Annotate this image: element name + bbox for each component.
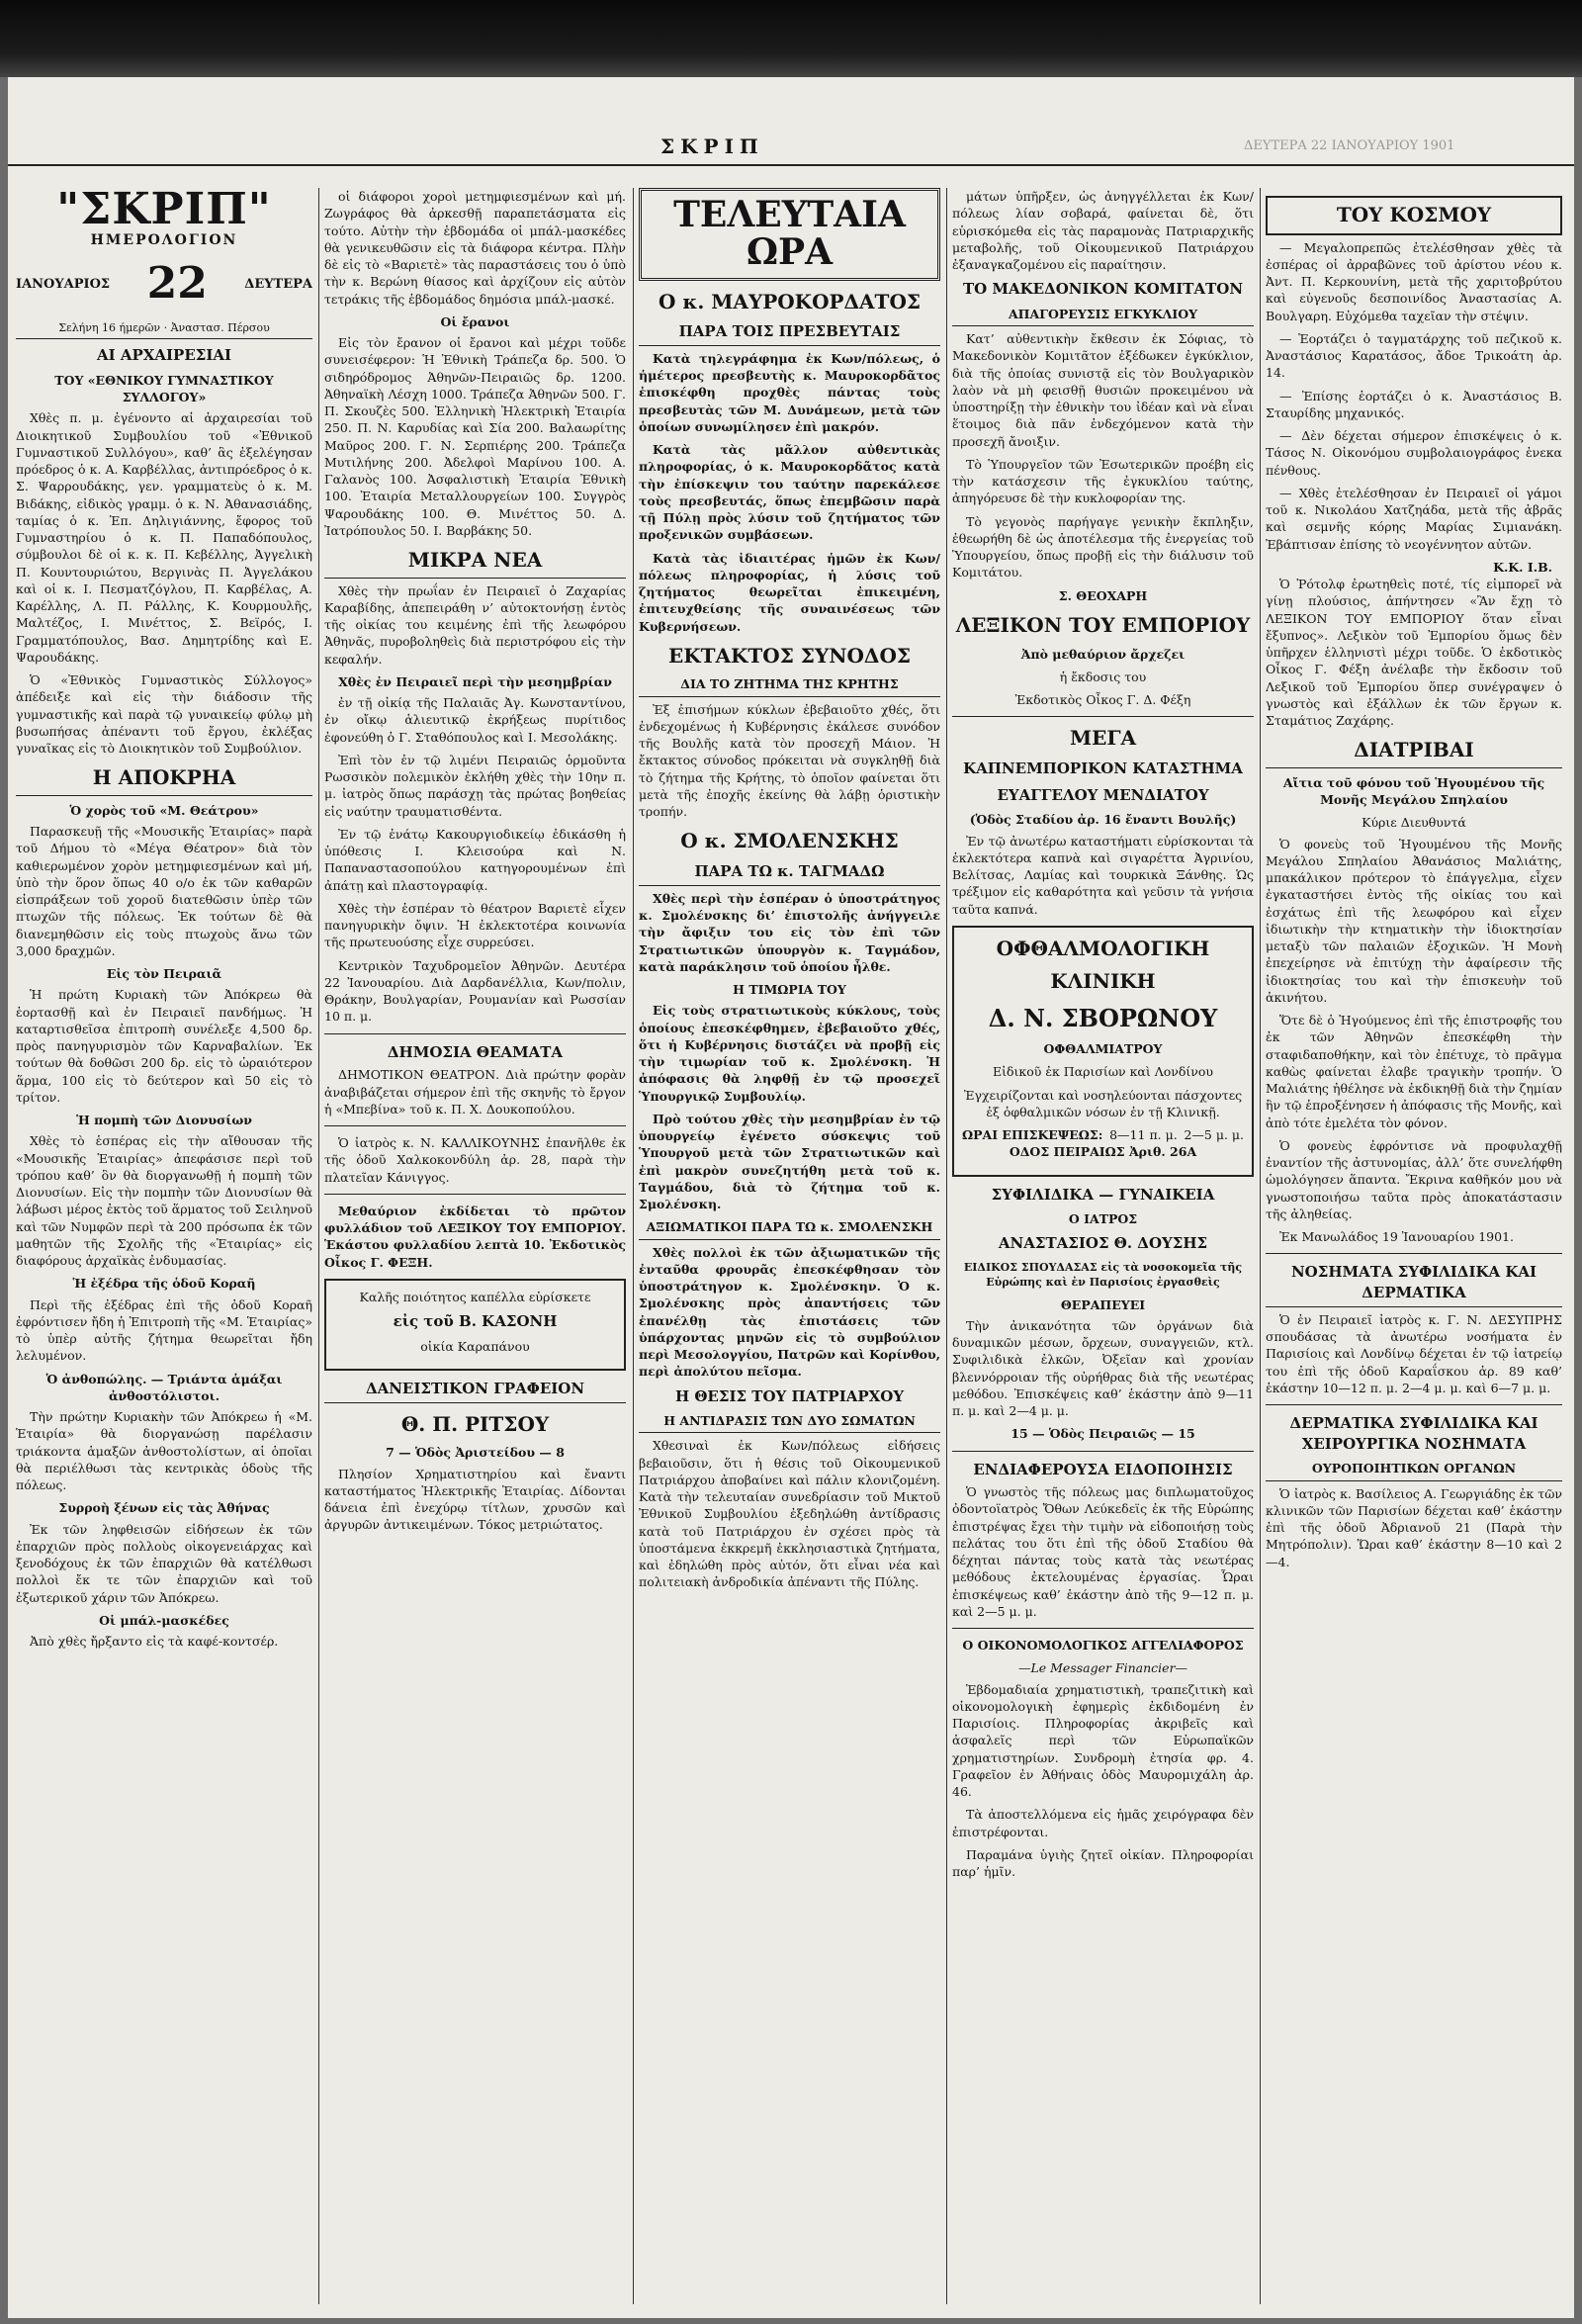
divider [952,1451,1254,1452]
masthead-date-faded: ΔΕΥΤΕΡΑ 22 ΙΑΝΟΥΑΡΙΟΥ 1901 [1244,138,1455,153]
article-paragraph: — Μεγαλοπρεπῶς ἐτελέσθησαν χθὲς τὰ ἐσπέρας οἱ ἀρραβῶνες τοῦ ἀρίστου νέου κ. Ἀντ. Π. Κερκουνίνη, μετὰ τῆς χαριτοβρύτου καὶ εὐγενοῦς δεσποινίδος Ἀναστασίας Α. Βουλγαρη. Εὐχόμεθα ταχεῖαν τὴν στέψιν. [1266,239,1562,323]
article-paragraph: Ὁ φονεὺς τοῦ Ἡγουμένου τῆς Μονῆς Μεγάλου Σπηλαίου Ἀθανάσιος Μαλιάτης, μπακάλικον πρότερον τὸ ἐπάγγελμα, εἶχεν ἐγκαταστήσει ἐντὸς τῆς οἰκίας του καὶ ἐσχάτως ἐπὶ τῆς λεωφόρου καὶ εἶχεν ἰδιωτικὴν τὴν κτηματικὴν τὴν ἰδιοκτησίαν μεταξὺ τῶν παλαιῶν ἐξοχικῶν. Ἡ Μονὴ ἐπεχείρησε νὰ ἐπιτύχῃ τὴν ἀφαίρεσιν τῆς ἰδιοκτησίας του καὶ τὴν ἐπισκευὴν τοῦ ἀκινήτου. [1266,836,1562,1005]
article-paragraph: — Ἑορτάζει ὁ ταγματάρχης τοῦ πεζικοῦ κ. Ἀναστάσιος Καρατάσος, ἄδοε Τρικοάτη ἀρ. 14. [1266,330,1562,381]
newspaper-page [8,77,1574,2318]
advert-line: οἰκία Καραπάνου [420,1338,530,1354]
headline-mavrokordatos: Ο κ. ΜΑΥΡΟΚΟΡΔΑΤΟΣ [658,289,922,313]
scan-top-band [0,0,1582,77]
divider [324,1194,626,1195]
headline-endiaferousa: ΕΝΔΙΑΦΕΡΟΥΣΑ ΕΙΔΟΠΟΙΗΣΙΣ [973,1460,1233,1478]
article-paragraph: Παρασκευῇ τῆς «Μουσικῆς Ἑταιρίας» παρὰ τοῦ Δήμου τὸ «Μέγα Θέατρον» διὰ τὸν καθιερωμένον χορὸν μετημφιεσμένων καὶ μή, ὑπὸ τὴν ὅρον ὅπως 40 ο/ο ἐκ τῶν καθαρῶν εἰσπράξεων τοῦ χοροῦ διατεθῶσιν ὑπὲρ τῶν πτωχῶν τῆς πόλεως. Ἐκ τούτων δὲ θὰ διανεμηθῶσιν εἰς τοὺς πτωχοὺς ἄνω τῶν 3,000 δραχμῶν. [16,824,312,958]
subheadline-antiraseis: Η ΑΝΤΙΔΡΑΣΙΣ ΤΩΝ ΔΥΟ ΣΩΜΑΤΩΝ [639,1412,940,1433]
column-5 [1266,188,1562,2304]
advert-hours [962,1126,1244,1143]
article-paragraph: Κατὰ τὰς ἰδιαιτέρας ἡμῶν ἐκ Κων/πόλεως πληροφορίας, ἡ λύσις τοῦ ζητήματος θεωρεῖται ἐπικειμένη, ἐπιτευχθείσης τῆς συναινέσεως τῶν Κυβερνήσεων. [639,550,940,634]
advert-line: Δ. Ν. ΣΒΟΡΩΝΟΥ [988,1003,1218,1032]
advert-line: Εἰδικοῦ ἐκ Παρισίων καὶ Λονδίνου [992,1064,1214,1080]
article-dateline: Ἐκ Μανωλάδος 19 Ἰανουαρίου 1901. [1279,1229,1514,1245]
subheadline-tagmado: ΠΑΡΑ ΤΩ κ. ΤΑΓΜΑΔΩ [639,861,940,886]
article-paragraph: — Δὲν δέχεται σήμερον ἐπισκέψεις ὁ κ. Τάσος Ν. Οἰκονόμου συμβολαιογράφος ἐνεκα πένθους. [1266,428,1562,478]
dousis-sub: ΕΙΔΙΚΟΣ ΣΠΟΥΔΑΣΑΣ εἰς τὰ νοσοκομεῖα τῆς Εὐρώπης καὶ ἐν Παρισίοις ἐργασθεὶς [963,1261,1243,1290]
column-2 [324,188,626,2304]
subheadline-kritis: ΔΙΑ ΤΟ ΖΗΤΗΜΑ ΤΗΣ ΚΡΗΤΗΣ [639,675,940,696]
article-paragraph: Τὰ ἀποστελλόμενα εἰς ἡμᾶς χειρόγραφα δὲν ἐπιστρέφονται. [952,1807,1254,1839]
salutation: Κύριε Διευθυντά [1362,815,1466,831]
divider [952,716,1254,717]
headline-daneistikon: ΔΑΝΕΙΣΤΙΚΟΝ ΓΡΑΦΕΙΟΝ [324,1379,626,1403]
headline-apokria: Η ΑΠΟΚΡΗΑ [16,764,312,796]
hours-label: ΩΡΑΙ ΕΠΙΣΚΕΨΕΩΣ: [962,1127,1103,1143]
article-paragraph: Ἑβδομαδιαία χρηματιστικὴ, τραπεζιτικὴ καὶ οἰκονομολογικὴ ἐφημερὶς ἐκδιδομένη ἐν Παρισίοις. Πληροφορίας ἀκριβεῖς καὶ ἀσφαλεῖς περὶ τῶν Εὐρωπαϊκῶν χρηματιστηρίων. Συνδρομὴ ἐτησία φρ. 4. Γραφεῖον ἐν Ἀθήναις ὁδὸς Μαυρομιχάλη ἀρ. 46. [952,1681,1254,1800]
column-3 [639,188,940,2304]
article-paragraph: μάτων ὑπῆρξεν, ὡς ἀνηγγέλλεται ἐκ Κων/πόλεως λίαν σοβαρά, φαίνεται δὲ, ὅτι εὑρισκόμεθα εἰς τὰς παραμονὰς Πατριαρχικῆς μεταβολῆς, τοῦ Οἰκουμενικοῦ Πατριάρχου ἐξαναγκαζομένου εἰς παραίτησιν. [952,189,1254,272]
subheadline: Οἱ μπάλ-μασκέδες [99,1612,229,1628]
daneistikon-address: 7 — Ὁδὸς Ἀριστείδου — 8 [386,1445,565,1461]
article-paragraph: Παραμάνα ὑγιὴς ζητεῖ οἰκίαν. Πληροφορίαι παρ’ ἡμῖν. [952,1846,1254,1880]
headline-kapnemporikon: ΚΑΠΝΕΜΠΟΡΙΚΟΝ ΚΑΤΑΣΤΗΜΑ [963,759,1243,777]
article-paragraph: Περὶ τῆς ἐξέδρας ἐπὶ τῆς ὁδοῦ Κοραῆ ἐφρόντισεν ἤδη ἡ Ἐπιτροπὴ τῆς «Μ. Ἑταιρίας» τὸ ὑπὲρ αὐτῆς ζήτημα θεωρεῖται ἤδη λελυμένον. [16,1296,312,1364]
article-paragraph: Ἡ πρώτη Κυριακὴ τῶν Ἀπόκρεω θὰ ἑορτασθῇ καὶ ἐν Πειραιεῖ πανδήμως. Ἡ καταρτισθεῖσα ἐπιτροπὴ συνέλεξε 4,500 δρ. πρὸς πανηγυρισμὸν τῶν Καρναβαλίων. Ἐκ τούτων θὰ δοθῶσι 200 δρ. εἰς τὸ ὡραιότερον ἅρμα, 100 εἰς τὸ δεύτερον καὶ 50 εἰς τὸ τρίτον. [16,987,312,1105]
subheadline-syllogos: ΤΟΥ «ΕΘΝΙΚΟΥ ΓΥΜΝΑΣΤΙΚΟΥ ΣΥΛΛΟΓΟΥ» [54,372,274,405]
subheadline-fonos: Αἴτια τοῦ φόνου τοῦ Ἡγουμένου τῆς Μονῆς Μεγάλου Σπηλαίου [1282,774,1545,808]
divider [1266,1253,1562,1254]
mendiatou-address: (Ὁδὸς Σταδίου ἀρ. 16 ἔναντι Βουλῆς) [969,812,1237,828]
column-4 [952,188,1254,2304]
newspaper-title: "ΣΚΡΙΠ" [56,188,272,234]
signature-kk: Κ.Κ. Ι.Β. [1493,559,1552,575]
divider [324,1033,626,1034]
headline-mikra-nea: ΜΙΚΡΑ ΝΕΑ [324,547,626,579]
article-paragraph: Χθὲς τὴν ἑσπέραν τὸ θέατρον Βαριετὲ εἶχεν πανηγυρικὴν ὄψιν. Ἡ ἐκλεκτοτέρα κοινωνία τῆς πρωτευούσης εἶχε συρρεύσει. [324,900,626,950]
lexikon-line: Ἀπὸ μεθαύριον ἄρχεζει [1020,646,1186,662]
subheadline: Συρροὴ ξένων εἰς τὰς Ἀθήνας [58,1500,270,1516]
article-paragraph: Χθὲς τὴν πρωΐαν ἐν Πειραιεῖ ὁ Ζαχαρίας Καραβίδης, ἀπεπειράθη ν’ αὐτοκτονήσῃ ἐντὸς τῆς οἰκίας του κειμένης ἐπὶ τῆς λεωφόρου Ἀθηνᾶς, πυροβοληθεὶς διὰ περιστρόφου εἰς τὴν κεφαλήν. [324,582,626,667]
subheadline: Οἱ ἔρανοι [440,313,510,329]
advert-line: Ἐγχειρίζονται καὶ νοσηλεύονται πάσχοντες ἐξ ὀφθαλμικῶν νόσων ἐν τῇ Κλινικῇ. [963,1087,1243,1119]
day-number: 22 [146,258,208,310]
headline-patriarchou: Η ΘΕΣΙΣ ΤΟΥ ΠΑΤΡΙΑΡΧΟΥ [674,1386,905,1405]
advert-ofthalmologiki [952,926,1254,1177]
headline-teleutaia-ora: ΤΕΛΕΥΤΑΙΑ ΩΡΑ [639,188,940,281]
divider [1266,1404,1562,1405]
headline-dousis: ΑΝΑΣΤΑΣΙΟΣ Θ. ΔΟΥΣΗΣ [998,1234,1208,1253]
article-paragraph: Ἐν τῷ ἀνωτέρω καταστήματι εὑρίσκονται τὰ ἐκλεκτότερα καπνὰ καὶ σιγαρέττα Ἀγρινίου, Βελίτσας, Λαμίας καὶ τουρκικὰ Ξάνθης. Ὡς τρέξιμον εἰς καθαρότητα καὶ γεῦσιν τὰ γνήσια ταῦτα καπνά. [952,833,1254,917]
weekday: ΔΕΥΤΕΡΑ [244,276,312,292]
subheadline-presveutais: ΠΑΡΑ ΤΟΙΣ ΠΡΕΣΒΕΥΤΑΙΣ [639,321,940,346]
article-paragraph: — Χθὲς ἐτελέσθησαν ἐν Πειραιεῖ οἱ γάμοι τοῦ κ. Νικολάου Χατζηάδα, μετὰ τῆς ἀβρᾶς καὶ σεμνῆς κόρης Μαρίας Σιμιανάκη. Ἐβάπτισαν ἐπίσης τὸ νεογέννητον αὐτῶν. [1266,485,1562,552]
calendar-label: ΗΜΕΡΟΛΟΓΙΟΝ [90,232,238,248]
masthead-strip [8,134,1574,166]
article-paragraph: Ἐπὶ τὸν ἐν τῷ λιμένι Πειραιῶς ὁρμοῦντα Ρωσσικὸν πολεμικὸν ἐκλήθη χθὲς τὴν 10ην π. μ. ἰατρὸς ὅπως παράσχῃ τὰς πρώτας βοηθείας εἰς ναύτην τραυματισθέντα. [324,752,626,819]
column-rule [633,188,634,2304]
advert-line: ΟΦΘΑΛΜΟΛΟΓΙΚΗ [996,936,1210,960]
subheadline-apagorevsis: ΑΠΑΓΟΡΕΥΣΙΣ ΕΓΚΥΚΛΙΟΥ [952,306,1254,326]
article-paragraph: Κεντρικὸν Ταχυδρομεῖον Ἀθηνῶν. Δευτέρα 22 Ἰανουαρίου. Διὰ Δαρδανέλλια, Κων/πολιν, Θράκην, Βουλγαρίαν, Ρουμανίαν καὶ Ρωσσίαν 10 π. μ. [324,957,626,1025]
oikonom-sub: —Le Messager Financier— [1017,1660,1188,1676]
headline-diatrivai: ΔΙΑΤΡΙΒΑΙ [1266,737,1562,768]
headline-dermatika: ΔΕΡΜΑΤΙΚΑ ΣΥΦΙΛΙΔΙΚΑ ΚΑΙ ΧΕΙΡΟΥΡΓΙΚΑ ΝΟΣΗΜΑΤΑ [1289,1414,1538,1453]
advert-line: εἰς τοῦ Β. ΚΑΣΟΝΗ [393,1312,558,1331]
hours-afternoon: 2—5 μ. μ. [1184,1127,1244,1143]
article-paragraph: — Ἐπίσης ἑορτάζει ὁ κ. Ἀναστάσιος Β. Σταυρίδης μηχανικός. [1266,388,1562,420]
advert-line: ΟΔΟΣ ΠΕΙΡΑΙΩΣ Ἀριθ. 26Α [1009,1144,1197,1160]
advert-kasoni [324,1279,626,1371]
advert-line: ΚΛΙΝΙΚΗ [1050,969,1156,994]
headline-syfilidika: ΣΥΦΙΛΙΔΙΚΑ — ΓΥΝΑΙΚΕΙΑ [991,1185,1215,1204]
column-rule [946,188,947,2304]
advert-line: Καλῆς ποιότητος καπέλλα εὑρίσκετε [359,1289,591,1304]
headline-tou-kosmou: ΤΟΥ ΚΟΣΜΟΥ [1266,196,1562,235]
headline-makedonikon: ΤΟ ΜΑΚΕΔΟΝΙΚΟΝ ΚΟΜΙΤΑΤΟΝ [962,280,1244,299]
headline-mendiatou: ΕΥΑΓΓΕΛΟΥ ΜΕΝΔΙΑΤΟΥ [997,785,1209,804]
daneistikon-name: Θ. Π. ΡΙΤΣΟΥ [400,1411,550,1436]
date-block [16,254,312,314]
article-paragraph: Ἐκ τῶν ληφθεισῶν εἰδήσεων ἐκ τῶν ἐπαρχιῶν πρὸς πολλοὺς οἰκογενειάρχας καὶ ξενοδόχους ἐκ τῶν ἐπαρχιῶν θὰ κατέλθωσι πολλοὶ ἔκ τε τῶν ἐπαρχιῶν καὶ τοῦ ἐξωτερικοῦ χάριν τῶν Ἀπόκρεω. [16,1521,312,1605]
article-paragraph: Τὴν ἀνικανότητα τῶν ὀργάνων διὰ δυναμικῶν μέσων, ὄρχεων, συναγγειῶν, κτλ. Συφιλιδικὰ ἐλκῶν, Ὀξεῖαν καὶ χρονίαν βλεννόρροιαν τῆς οὐρήθρας διὰ τῆς νεωτέρας μεθόδου. Ἐπισκέψεις καθ’ ἑκάστην ἀπὸ 9—11 π. μ. καὶ 2—4 μ. μ. [952,1317,1254,1419]
subheadline-axiomatikoi: ΑΞΙΩΜΑΤΙΚΟΙ ΠΑΡΑ ΤΩ κ. ΣΜΟΛΕΝΣΚΗ [639,1218,940,1239]
signature-theoxari: Σ. ΘΕΟΧΑΡΗ [1058,587,1148,603]
article-paragraph: οἱ διάφοροι χοροὶ μετημφιεσμένων καὶ μή. Ζωγράφος θὰ ἀρκεσθῇ παραπετάσματα εἰς τούτο. Αὐτὴν τὴν ἑβδομάδα οἱ μπάλ-μασκέδες θὰ γενικευθῶσιν εἰς τὰ διάφορα κέντρα. Πλὴν δὲ εἰς τὸ «Βαριετὲ» τὰς παραστάσεις του ὁ ὑπὸ τὴν κ. Βερώνη θίασος καὶ ἀρχίζουν εἰς αὐτὸν τετράκις τῆς ἑβδομάδος δημόσια μπάλ-μασκέ. [324,189,626,307]
article-paragraph: Τὸ Ὑπουργεῖον τῶν Ἐσωτερικῶν προέβη εἰς τὴν κατάσχεσιν τῆς ἐγκυκλίου ταύτης, ἀπηγόρευσε δὲ τὴν κυκλοφορίαν της. [952,456,1254,506]
month: ΙΑΝΟΥΑΡΙΟΣ [16,276,111,292]
headline-dimosia-theamata: ΔΗΜΟΣΙΑ ΘΕΑΜΑΤΑ [387,1042,564,1061]
subheadline: Ὁ χορὸς τοῦ «Μ. Θεάτρου» [69,802,259,818]
article-paragraph: Ὅτε δὲ ὁ Ἡγούμενος ἐπὶ τῆς ἐπιστροφῆς του ἐκ τῶν Ἀθηνῶν ἐπεσκέφθη τὴν σταφιδαποθήκην, καὶ τὸν ἐπέτυχε, τὸ πρᾶγμα καθὼς φαίνεται ἐλαβε τραγικὴν τροπήν. Ὁ Μαλιάτης ἠθέλησε νὰ ἐκδικηθῇ διὰ τὴν ζημίαν ἣν τῷ ἐπροξένησεν ἡ ἀπόφασις τῆς Μονῆς, καὶ ἀπὸ τότε ἐμελέτα τὸν φόνον. [1266,1013,1562,1130]
article-paragraph: Ἐν τῷ ἐνάτῳ Κακουργιοδικείῳ ἐδικάσθη ἡ ὑπόθεσις Ι. Κλεισούρα καὶ Ν. Παπαναστασοπούλου κατηγορουμένων ἐπὶ ἀπάτῃ καὶ πλαστογραφίᾳ. [324,826,626,893]
article-paragraph: Ὁ ἐν Πειραιεῖ ἰατρὸς κ. Γ. Ν. ΔΕΣΥΠΡΗΣ σπουδάσας τὰ ἀνωτέρω νοσήματα ἐν Παρισίοις καὶ Λονδίνῳ δέχεται ἐν τῷ ἰατρείῳ του ἐπὶ τῆς ὁδοῦ Καραΐσκου ἀρ. 89 καθ’ ἑκάστην 10—12 π. μ. 2—4 μ. μ. καὶ 6—7 μ. μ. [1266,1311,1562,1395]
subheadline-ouropoiitikon: ΟΥΡΟΠΟΙΗΤΙΚΩΝ ΟΡΓΑΝΩΝ [1266,1460,1562,1480]
article-paragraph: Εἰς τὸν ἔρανον οἱ ἔρανοι καὶ μέχρι τοῦδε συνεισέφερον: Ἡ Ἐθνικὴ Τράπεζα δρ. 500. Ὁ σιδηρόδρομος Ἀθηνῶν-Πειραιῶς δρ. 1200. Ἀθηναϊκὴ Λέσχη 1000. Τράπεζα Ἀθηνῶν 500. Γ. Π. Σκουζὲς 500. Ἑλληνικὴ Ἠλεκτρικὴ Ἑταιρία 250. Π. Ν. Καρυδίας καὶ Σία 200. Βαλαωρίτης Μαῦρος 200. Γ. Ν. Σερπιέρης 200. Τράπεζα Μυτιλήνης 200. Ἀδελφοὶ Μαρίνου 100. Α. Γαλανὸς 100. Ἀσφαλιστικὴ Ἑταιρία Ἐθνικὴ 100. Ἐταιρία Μεταλλουργείων 100. Συγγρὸς Ψαρουδάκης 100. Θ. Μινέττος 50. Δ. Ἰατρόπουλος 50. Ι. Βαρβάκης 50. [324,335,626,538]
article-paragraph: ΔΗΜΟΤΙΚΟΝ ΘΕΑΤΡΟΝ. Διὰ πρώτην φορὰν ἀναβιβάζεται σήμερον ἐπὶ τῆς σκηνῆς τὸ ἔργον ἡ «Μπεβίνα» τοῦ κ. Π. Χ. Δουκοπούλου. [324,1067,626,1117]
masthead-title: ΣΚΡΙΠ [660,134,764,158]
subheadline: Χθὲς ἐν Πειραιεῖ περὶ τὴν μεσημβρίαν [338,673,612,689]
hours-morning: 8—11 π. μ. [1109,1127,1178,1143]
subheadline: Ο ΙΑΤΡΟΣ [1068,1211,1138,1227]
article-paragraph: Κατὰ τὰς μᾶλλον αὐθεντικὰς πληροφορίας, ὁ κ. Μαυροκορδᾶτος κατὰ τὴν ἐπίσκεψιν του ταύτην παρεκάλεσε τοὺς πρεσβευτάς, ὅπως ἐπεμβῶσιν παρὰ τῇ Πύλῃ πρὸς λύσιν τοῦ ζητήματος τῶν προξενικῶν συμβάσεων. [639,442,940,543]
moon-line: Σελήνη 16 ήμερῶν · Ἀναστασ. Πέρσου [16,320,312,339]
article-paragraph: Πλησίον Χρηματιστηρίου καὶ ἔναντι καταστήματος Ἠλεκτρικῆς Ἑταιρίας. Δίδονται δάνεια ἐπὶ ἐνεχύρῳ τίτλων, χρυσῶν καὶ ἀργυρῶν ἀντικειμένων. Τόκος μετριώτατος. [324,1466,626,1533]
article-paragraph: Χθὲς π. μ. ἐγένοντο αἱ ἀρχαιρεσίαι τοῦ Διοικητικοῦ Συμβουλίου τοῦ «Ἐθνικοῦ Γυμναστικοῦ Συλλόγου», καθ’ ἃς ἐξελέγησαν πρόεδρος ὁ κ. Α. Καρβέλλας, ἀντιπρόεδρος ὁ κ. Σ. Ψαρρουδάκης, γεν. γραμματεὺς ὁ κ. Μ. Βιδάκης, εἰδικὸς γραμμ. ὁ κ. Ν. Ἀθανασιάδης, ταμίας ὁ κ. Ἐπ. Δηλιγιάννης, ἔφορος τοῦ Γυμναστηρίου ὁ κ. Π. Παπαδόπουλος, σύμβουλοι δὲ οἱ κ. κ. Π. Κεβέλλης, Ἀγγελικὴ Π. Κουντουριώτου, Βεργινὰς Π. Ἀγγελάκου καὶ οἱ κ. Ι. Πεσματζόγλου, Π. Καρβέλας, Α. Καρέλλης, Λ. Π. Ράλλης, Κ. Κουρμουλῆς, Μαλτέζος, Ι. Μινέττος, Σ. Βεϊρός, Ι. Γραμματόπουλος, Βασ. Δημητρίδης καὶ Ε. Ψαρουδάκης. [16,410,312,665]
article-paragraph: Εἰς τοὺς στρατιωτικοὺς κύκλους, τοὺς ὁποίους ἐπεσκέφθημεν, ἐβεβαιοῦτο χθές, ὅτι ἡ Κυβέρνησις διστάζει νὰ προβῇ εἰς τὴν τιμωρίαν τοῦ κ. Σμολένσκη. Ἡ ἀπόφασις θὰ ληφθῇ ἐν τῷ προσεχεῖ Ὑπουργικῷ Συμβουλίῳ. [639,1003,940,1104]
lexikon-line: Ἐκδοτικὸς Οἶκος Γ. Δ. Φέξη [1014,692,1191,708]
subheadline: ΘΕΡΑΠΕΥΕΙ [1060,1296,1146,1312]
subheadline: Ἡ πομπὴ τῶν Διονυσίων [76,1113,252,1128]
article-paragraph: Πρὸ τούτου χθὲς τὴν μεσημβρίαν ἐν τῷ ὑπουργείῳ ἐγένετο σύσκεψις τοῦ Ὑπουργοῦ μετὰ τῶν Στρατιωτικῶν καὶ ἐπὶ μακρὸν συνεζητήθη μετὰ τοῦ κ. Ταγμάδου, διὰ τὸ ζήτημα τοῦ κ. Σμολένσκη. [639,1111,940,1211]
headline-oikonom: Ο ΟΙΚΟΝΟΜΟΛΟΓΙΚΟΣ ΑΓΓΕΛΙΑΦΟΡΟΣ [962,1638,1244,1654]
column-1 [16,188,312,2304]
article-paragraph: Ὁ ἰατρὸς κ. Βασίλειος Α. Γεωργιάδης ἐκ τῶν κλινικῶν τῶν Παρισίων δέχεται καθ’ ἑκάστην ἐπὶ τῆς ὁδοῦ Ἀδριανοῦ 21 (Παρὰ τὴν Μητρόπολιν). Ὥραι καθ’ ἑκάστην 8—10 καὶ 2—4. [1266,1485,1562,1569]
article-paragraph: Χθὲς πολλοὶ ἐκ τῶν ἀξιωματικῶν τῆς ἐνταῦθα φρουρᾶς ἐπεσκέφθησαν τὸν ὑποστράτηγον κ. Σμολένσκην. Ὁ κ. Σμολένσκης πρὸς ἀπαντήσεις τῶν ἐπανέλθῃ τὰς ἐπιστάσεις τῶν ὑπάρχοντας μηνῶν εἰς τὸ συμβούλιον περὶ Μεσολογγίου, Πατρῶν καὶ Κορίνθου, περὶ ἀπολύτου πεῖσμα. [639,1244,940,1380]
dousis-address: 15 — Ὁδὸς Πειραιῶς — 15 [1011,1426,1195,1442]
article-paragraph: Κατὰ τηλεγράφημα ἐκ Κων/πόλεως, ὁ ἡμέτερος πρεσβευτὴς κ. Μαυροκορδᾶτος ἐπισκέφθη προχθὲς πάντας τοὺς πρεσβευτὰς τῶν Μ. Δυνάμεων, μετὰ τῶν ὁποίων συνωμίλησεν ἐπὶ μακρόν. [639,350,940,434]
article-paragraph: Ὁ γνωστὸς τῆς πόλεως μας διπλωματοῦχος ὀδοντοϊατρὸς Ὄθων Λεύκεδεϊς ἐκ τῆς Εὐρώπης ἐπιστρέψας ἔχει τὴν τιμὴν νὰ εἰδοποιήσῃ τοὺς πελάτας του ὅτι ἐπὶ τῆς ὁδοῦ Σταδίου θὰ δέχηται πάντας τοὺς κατὰ τὰς νεωτέρας μεθόδους ἐκτελουμένας ἐργασίας. Ὧραι ἐπισκέψεως καθ’ ἑκάστην ἀπὸ τῆς 9—12 π. μ. καὶ 2—5 μ. μ. [952,1484,1254,1619]
article-paragraph: Ἀπὸ χθὲς ἤρξαντο εἰς τὰ καφέ-κοντσέρ. [30,1634,279,1650]
article-paragraph: Χθὲς τὸ ἑσπέρας εἰς τὴν αἴθουσαν τῆς «Μουσικῆς Ἑταιρίας» ἀπεφάσισε περὶ τοῦ τρόπου καθ’ ὃν θὰ διοργανωθῇ ἡ πομπὴ τῶν Διονυσίων. Εἰς τὴν πομπὴν τῶν Διονυσίων θὰ λάβωσι μέρος ἐκτὸς τοῦ ἅρματος τοῦ Σειληνοῦ καὶ τῶν Νυμφῶν περὶ τὰ 200 πρόσωπα ἐκ τῶν μαθητῶν τῆς Σχολῆς τῆς «Ἑταιρίας» εἰς διαφόρους ἀρχαϊκὰς ἐνδυμασίας. [16,1133,312,1269]
lexikon-line: ἡ ἔκδοσις του [1059,669,1147,684]
headline-archairesiai: ΑΙ ΑΡΧΑΙΡΕΣΙΑΙ [96,346,232,365]
article-paragraph: Χθὲς περὶ τὴν ἑσπέραν ὁ ὑποστράτηγος κ. Σμολένσκης δι’ ἐπιστολῆς ἀνήγγειλε τὴν ἄφιξιν του εἰς τὸν ἐπὶ τῶν Στρατιωτικῶν ὑπουργὸν κ. Ταγμάδον, κατὰ παράκλησιν τοῦ ὁποίου ἦλθε. [639,890,940,974]
subheadline: Ἡ ἐξέδρα τῆς ὁδοῦ Κοραῆ [72,1276,256,1292]
headline-smolenskis: Ο κ. ΣΜΟΛΕΝΣΚΗΣ [680,829,899,853]
column-rule [318,188,319,2304]
subheadline-timoria: Η ΤΙΜΩΡΙΑ ΤΟΥ [733,982,846,997]
article-paragraph: Κατ’ αὐθεντικὴν ἔκθεσιν ἐκ Σόφιας, τὸ Μακεδονικὸν Κομιτᾶτον ἐξέδωκεν ἐγκύκλιον, διὰ τῆς ὁποίας συνιστᾷ εἰς τὸν Βουλγαρικὸν λαὸν νὰ μὴ φεισθῇ θυσιῶν προκειμένου νὰ ὑποστηρίξῃ τὴν ἐθνικὴν του ἰδέαν καὶ νὰ εἶναι ἕτοιμος διὰ πᾶν ἐνδεχόμενον κατὰ τὴν προσεχῆ ἄνοιξιν. [952,331,1254,449]
advert-line: ΟΦΘΑΛΜΙΑΤΡΟΥ [1043,1041,1163,1057]
headline-nosimata: ΝΟΣΗΜΑΤΑ ΣΥΦΙΛΙΔΙΚΑ ΚΑΙ ΔΕΡΜΑΤΙΚΑ [1266,1262,1562,1306]
article-paragraph: Τὸ γεγονὸς παρήγαγε γενικὴν ἔκπληξιν, ἐθεωρήθη δὲ ὡς ἀποτέλεσμα τῆς ἐνεργείας τοῦ Ὑπουργείου, ὅπως προβῇ εἰς τὴν διάλυσιν τοῦ Κομιτάτου. [952,513,1254,581]
lexikon-ad-paragraph: Μεθαύριον ἐκδίδεται τὸ πρῶτον φυλλάδιον τοῦ ΛΕΞΙΚΟΥ ΤΟΥ ΕΜΠΟΡΙΟΥ. Ἑκάστου φυλλαδίου λεπτὰ 10. Ἐκδοτικὸς Οἶκος Γ. ΦΕΞΗ. [324,1203,626,1270]
article-paragraph: Ἐξ ἐπισήμων κύκλων ἐβεβαιοῦτο χθές, ὅτι ἐνδεχομένως ἡ Κυβέρνησις ἐκάλεσε συνόδον τῆς Βουλῆς κατὰ τὸν προσεχῆ Μάιον. Ἡ ἔκτακτος σύνοδος πρόκειται νὰ συγκληθῇ διὰ τὸ ζήτημα τῆς Κρήτης, τὸ ὁποῖον φαίνεται ὅτι μετὰ τῆς ἐποχῆς ἐκείνης θὰ λάβῃ ὁριστικὴν τροπήν. [639,701,940,820]
article-paragraph: ἐν τῇ οἰκίᾳ τῆς Παλαιᾶς Ἀγ. Κωνσταντίνου, ἐν οἴκῳ ἁλιευτικῷ ἐκρήξεως πυρίτιδος ἐφονεύθη ὁ Γ. Σταθόπουλος καὶ Ι. Μεσολάκης. [324,695,626,745]
notice-paragraph: Ὁ ἰατρὸς κ. Ν. ΚΑΛΛΙΚΟΥΝΗΣ ἐπανῆλθε ἐκ τῆς ὁδοῦ Χαλκοκονδύλη ἀρ. 28, παρὰ τὴν πλατεῖαν Κάνιγγος. [324,1135,626,1185]
article-paragraph: Ὁ Ῥότολφ ἐρωτηθεὶς ποτέ, τίς εἰμπορεῖ νὰ γίνῃ πλούσιος, ἀπήντησεν «Ἂν ἔχῃ τὸ ΛΕΞΙΚΟΝ ΤΟΥ ΕΜΠΟΡΙΟΥ ὅταν εἶναι ἔξυπνος». Λεξικὸν τοῦ Ἐμπορίου ὅμως δὲν ὑπῆρχεν ἑλληνιστὶ μέχρι τοῦδε. Ὁ ἐκδοτικὸς Οἶκος Γ. Φέξη ἀνέλαβε τὴν ἔκδοσιν τοῦ Λεξικοῦ τοῦ Ἐμπορίου ὅπερ συνέγραψεν ὁ γνωστὸς καὶ ἐξάλλων ἐκ τῶν ἔργων κ. Σταμάτιος Ζαχάρης. [1266,577,1562,729]
headline-lexikon: ΛΕΞΙΚΟΝ ΤΟΥ ΕΜΠΟΡΙΟΥ [955,612,1251,637]
divider [324,1125,626,1126]
divider [952,1628,1254,1629]
article-paragraph: Ὁ «Ἐθνικὸς Γυμναστικὸς Σύλλογος» ἀπέδειξε καὶ εἰς τὴν διάδοσιν τῆς γυμναστικῆς καὶ παρὰ τῷ γυναικείῳ φύλῳ μὴ βυσωπήσας ἀπέναντι τοῦ ἔργου, ἐκλέξας γυναῖκας εἰς τὸ Διοικητικὸν τοῦ Συμβούλιον. [16,672,312,757]
subheadline: Εἰς τὸν Πειραιᾶ [106,966,222,982]
column-rule [1260,188,1261,2304]
article-paragraph: Χθεσιναὶ ἐκ Κων/πόλεως εἰδήσεις βεβαιοῦσιν, ὅτι ἡ θέσις τοῦ Οἰκουμενικοῦ Πατριάρχου ἀποβαίνει καὶ πάλιν κλονιζομένη. Κατὰ τὴν τελευταίαν συνεδρίασιν τοῦ Μικτοῦ Ἐθνικοῦ Συμβουλίου ἐξεδηλώθη ἀντίδρασις κατὰ τοῦ Πατριάρχου ἐν σχέσει πρὸς τὰ ὑποστάμενα ἐκκρεμῆ ἐκκλησιαστικὰ ζητήματα, καὶ ἐδηλώθη πρὸς αὐτόν, ὅτι εἶναι νέα καὶ πολιτειακὴ ἀνδροδικία ἀπέναντι τῆς Πύλης. [639,1438,940,1590]
headline-mega: ΜΕΓΑ [1069,726,1137,751]
subheadline: Ὁ ἀνθοπώλης. — Τριάντα ἁμάξαι ἀνθοστόλιστοι. [45,1371,283,1403]
article-paragraph: Ὁ φονεὺς ἐφρόντισε νὰ προφυλαχθῇ ἐναντίον τῆς ἀστυνομίας, ἀλλ’ ὅτε συνελήφθη ὡμολόγησεν ἅπαντα. Ἔκρινα καθῆκόν μου νὰ γνωστοποιήσω ταῦτα πρὸς ἀποκατάστασιν τῆς ἀληθείας. [1266,1137,1562,1221]
article-paragraph: Τὴν πρώτην Κυριακὴν τῶν Ἀπόκρεω ἡ «Μ. Ἑταιρία» θὰ διοργανώσῃ παρέλασιν τριάκοντα ἁμαξῶν ἀνθοστολίστων, αἱ ὁποῖαι θὰ περιέλθωσι τὰς κεντρικὰς ὁδοὺς τῆς πόλεως. [16,1409,312,1493]
headline-ektaktos-synodos: ΕΚΤΑΚΤΟΣ ΣΥΝΟΔΟΣ [667,643,912,668]
